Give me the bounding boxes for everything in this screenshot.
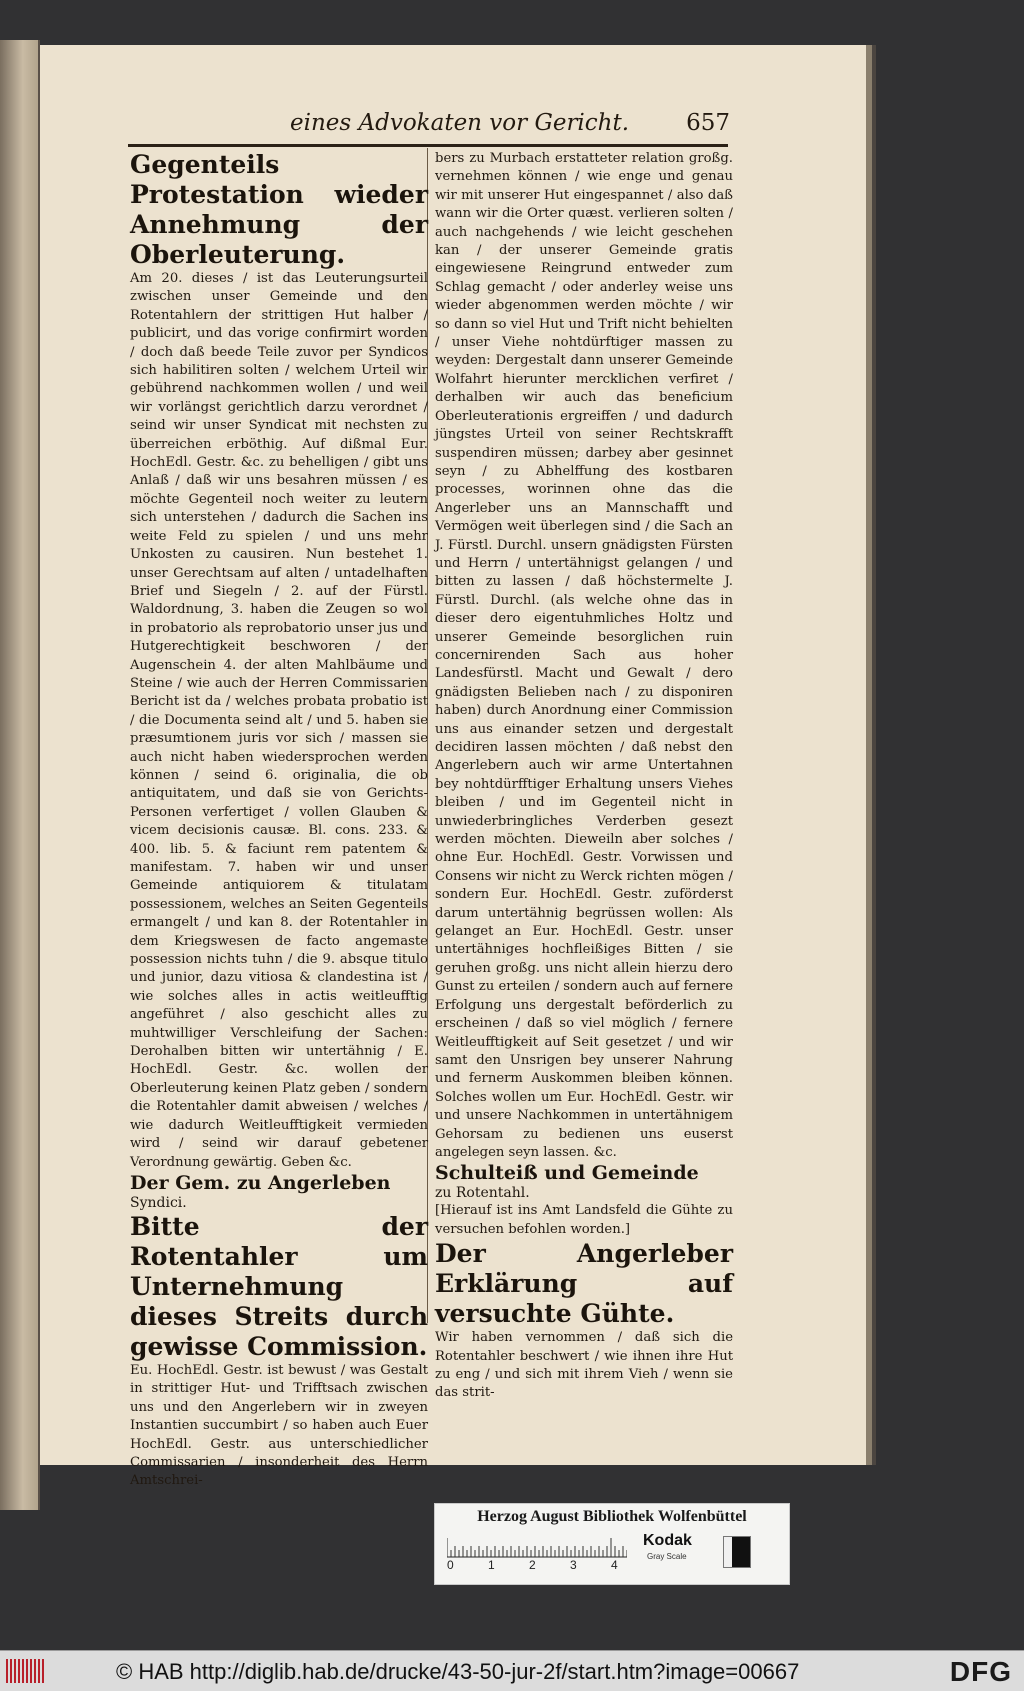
scan-target-card (434, 1503, 790, 1585)
barcode-icon (6, 1659, 46, 1683)
continuation-text: bers zu Murbach erstatteter relation großg. vernehmen können / wie enge und genau wir mit unserer Hut eingespannet / also daß wann wir die Orter quæst. verlieren solten / auch nachgehends / wie leicht geschehen kan / der unserer Gemeinde gratis eingewiesene Reingrund entweder zum Schlag gemacht / oder anderley weise uns wieder abgenommen werden möchte / wir so dann so viel Hut und Trift nicht behielten / unser Viehe nohtdürftiger massen zu weyden: Dergestalt dann unserer Gemeinde Wolfahrt hierunter mercklichen verfiret / derhalben wir auch das beneficium Oberleuterationis ergreiffen / und dadurch jüngstes Urteil von seiner Rechtskrafft suspendiren müssen; darbey aber gesinnet seyn / zu Abhelffung des kostbaren processes, worinnen ohne das die Angerleber uns an Mannschafft und Vermögen weit überlegen sind / die Sach an J. Fürstl. Durchl. unsern gnädigsten Fürsten und Herrn / untertähnigst gelangen / und bitten zu lassen / daß höchstermelte J. Fürstl. Durchl. (als welche ohne das in dieser dero eigentuhmliches Holtz und unserer Gemeinde besorglichen ruin concernirenden Sach aus hoher Landesfürstl. Macht und Gewalt / dero gnädigsten Belieben nach / zu disponiren haben) durch Anordnung einer Commission uns aus einander setzen und dergestalt decidiren lassen möchten / daß nebst den Angerlebern auch wir arme Untertahnen bey nohtdürfftiger Erhaltung unsers Viehes bleiben / und im Gegenteil nicht in unwiederbringliches Verderben gesezt werden möchten. Dieweiln aber solches / ohne Eur. HochEdl. Gestr. Vorwissen und Consens wir nicht zu Werck richten mögen / sondern Eur. HochEdl. Gestr. zuförderst darum untertähnig begrüssen wollen: Als gelanget an Eur. HochEdl. Gestr. unser untertähniges hochfleißiges Bitten / sie geruhen großg. uns nicht allein hierzu dero Gunst zu erteilen / sondern auch auf fernere Erfolgung uns dergestalt beförderlich zu erscheinen / daß so viel möglich / fernere Weitleufftigkeit auf Seit gesetzet / und wir samt den Unsrigen bey unserer Nahrung und fernerm Auskommen bleiben können. Solches wollen um Eur. HochEdl. Gestr. wir und unsere Nachkommen in untertähnigem Gehorsam zu bedienen uns euserst angelegen seyn lassen. &c. (435, 151, 733, 1160)
signature-angerleben-sub: Syndici. (130, 1194, 187, 1211)
footer-bar (0, 1650, 1024, 1691)
gray-patch (723, 1536, 751, 1568)
protestation-text: Am 20. dieses / ist das Leuterungsurteil zwischen unser Gemeinde und den Rotentahlern der strittigen Hut halber / publicirt, und das vorige confirmirt worden / doch daß beede Teile zuvor per Syndicos sich habilitiren solten / welchem Urteil wir gebührend nachkommen wollen / und weil wir vorlängst gerichtlich darzu verordnet / seind wir unser Syndicat mit nechsten zu überreichen erböthig. Auf dißmal Eur. HochEdl. Gestr. &c. zu behelligen / gibt uns Anlaß / daß wir uns besahren müssen / es möchte Gegenteil noch weiter zu leutern sich unterstehen / dadurch die Sachen ins weite Feld zu spielen / und uns mehr Unkosten zu causiren. Nun bestehet 1. unser Gerechtsam auf alten / untadelhaften Brief und Siegeln / 2. auf der Fürstl. Waldordnung, 3. haben die Zeugen so wol in probatorio als reprobatorio unser jus und Hutgerechtigkeit beschworen / der Augenschein 4. der alten Mahlbäume und Steine / wie auch der Herren Commissarien Bericht ist da / welches probata probatio ist / die Documenta seind alt / und 5. haben sie præsumtionem juris vor sich / massen sie auch nicht haben wiedersprochen werden können / seind 6. originalia, die ob antiquitatem, und daß sie von Gerichts-Personen verfertiget / vollen Glauben & vicem decisionis causæ. Bl. cons. 233. & 400. lib. 5. & faciunt rem patentem & manifestam. 7. haben wir und unser Gemeinde antiquiorem & titulatam possessionem, welches an Seiten Gegenteils ermangelt / und kan 8. der Rotentahler in dem Kriegswesen de facto angemaste possession nichts tuhn / die 9. absque titulo und junior, dazu vitiosa & clandestina ist / wie solches alles in actis weitleufftig angeführet / also geschicht alles zu muhtwilliger Verschleifung der Sachen: Derohalben bitten wir untertähnig / E. HochEdl. Gestr. &c. wollen der Oberleuterung keinen Platz geben / sondern die Rotentahler damit abweisen / welches / wie dadurch Weitleufftigkeit vermieden wird / seind wir darauf gebetener Verordnung gewärtig. Geben &c. (130, 271, 428, 1170)
signature-rotentahl-sub: zu Rotentahl. (435, 1185, 530, 1202)
ruler-scale (447, 1534, 627, 1558)
previous-page-edge (0, 40, 40, 1510)
section-heading-bitte: Bitte der Rotentahler um Unternehmung dieses Streits durch gewisse Commission. (130, 1211, 428, 1361)
erklaerung-text: Wir haben vernommen / daß sich die Rotentahler beschwert / wie ihnen ihre Hut zu eng / und sich mit ihrem Vieh / wenn sie das strit- (435, 1330, 733, 1401)
page-number: 657 (686, 110, 730, 136)
kodak-logo: Kodak (643, 1532, 692, 1549)
institution-label: Herzog August Bibliothek Wolfenbüttel (477, 1508, 747, 1525)
bracket-note: [Hierauf ist ins Amt Landsfeld die Gühte zu versuchen befohlen worden.] (435, 1203, 733, 1237)
ruler-number: 0 (447, 1558, 454, 1572)
gray-scale-label: Gray Scale (647, 1552, 687, 1561)
ruler-number: 2 (529, 1558, 536, 1572)
ruler-number: 1 (488, 1558, 495, 1572)
signature-angerleben: Der Gem. zu Angerleben (130, 1171, 391, 1194)
running-header (250, 108, 730, 142)
copyright-link[interactable]: © HAB http://diglib.hab.de/drucke/43-50-jur-2f/start.htm?image=00667 (116, 1659, 800, 1684)
section-heading-protestation: Gegenteils Protestation wieder Annehmung der Oberleuterung. (130, 150, 428, 269)
ruler-number: 4 (611, 1558, 618, 1572)
left-column (130, 150, 428, 1491)
header-rule (128, 144, 728, 147)
bitte-text: Eu. HochEdl. Gestr. ist bewust / was Gestalt in strittiger Hut- und Trifftsach zwischen uns und den Angerlebern wir in zweyen Instantien succumbirt / so haben auch Euer HochEdl. Gestr. aus unterschiedlicher Commissarien / insonderheit des Herrn Amtschrei- (130, 1362, 428, 1489)
section-heading-erklaerung: Der Angerleber Erklärung auf versuchte Gühte. (435, 1239, 733, 1329)
dfg-logo: DFG (949, 1656, 1012, 1687)
right-column (435, 150, 733, 1403)
ruler-numbers (447, 1558, 627, 1574)
running-head-title: eines Advokaten vor Gericht. (290, 110, 630, 136)
ruler-number: 3 (570, 1558, 577, 1572)
signature-rotentahl: Schulteiß und Gemeinde (435, 1162, 699, 1185)
